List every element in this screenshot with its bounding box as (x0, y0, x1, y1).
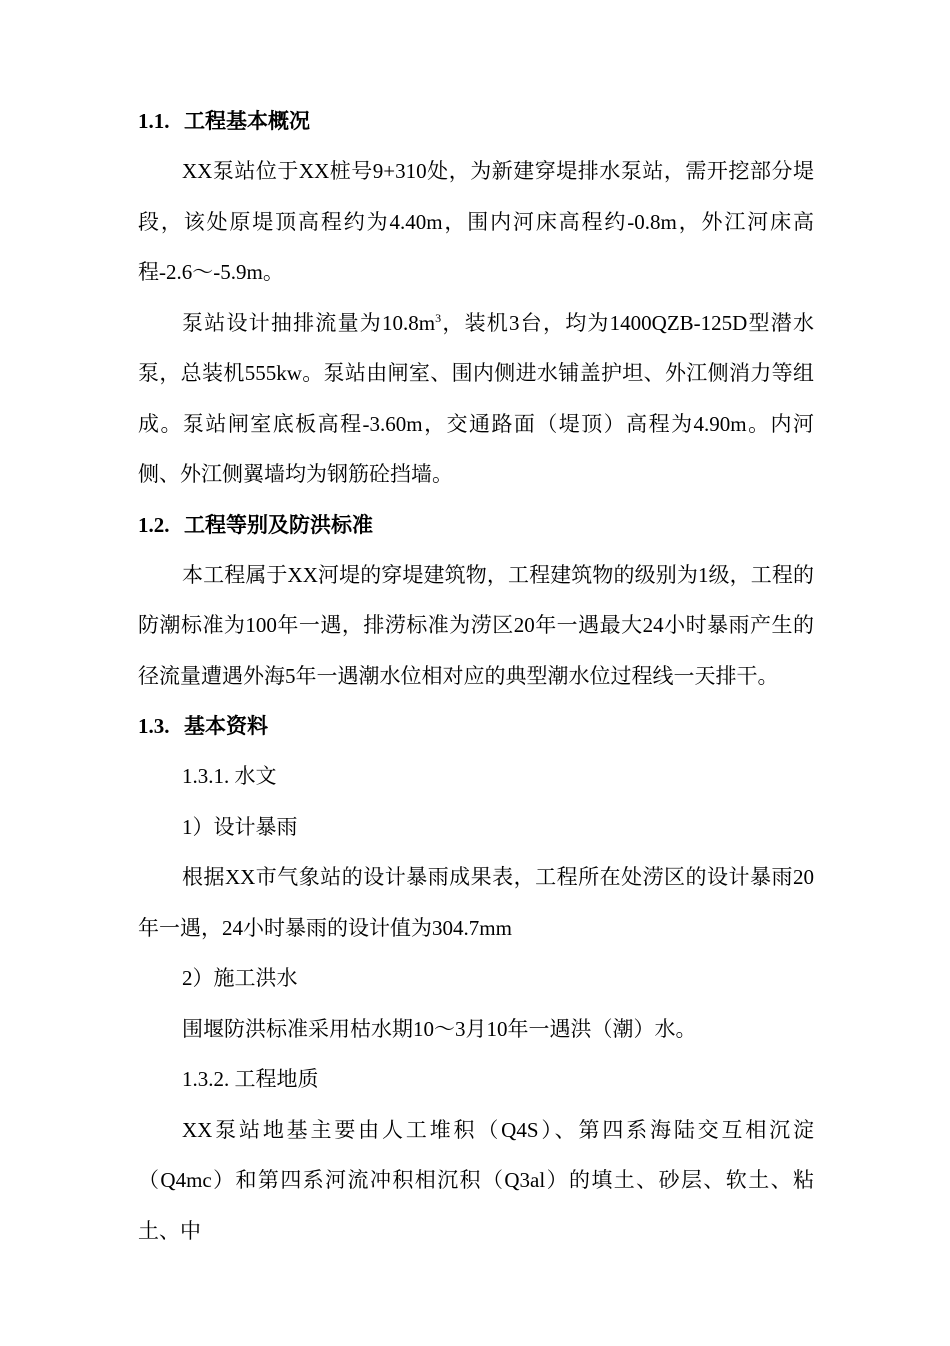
paragraph-cofferdam: 围堰防洪标准采用枯水期10～3月10年一遇洪（潮）水。 (182, 1016, 697, 1041)
text-flow-rate: 泵站设计抽排流量为10.8m (182, 310, 436, 335)
section-title: 基本资料 (184, 714, 268, 738)
paragraph-flood-standard: 本工程属于XX河堤的穿堤建筑物，工程建筑物的级别为1级，工程的防潮标准为100年一遇，排涝标准为涝区20年一遇最大24小时暴雨产生的径流量遭遇外海5年一遇潮水位相对应的典型潮水位过程线一天排干。 (138, 562, 814, 688)
section-number: 1.3. (138, 714, 170, 738)
document-page (138, 96, 814, 1256)
paragraph-pump-design (138, 298, 814, 500)
superscript-3: 3 (435, 310, 442, 325)
section-title: 工程基本概况 (184, 109, 310, 133)
section-heading-1-2 (138, 500, 814, 550)
section-heading-1-1 (138, 96, 814, 146)
paragraph-overview: XX泵站位于XX桩号9+310处，为新建穿堤排水泵站，需开挖部分堤段，该处原堤顶高程约为4.40m，围内河床高程约-0.8m，外江河床高程-2.6～-5.9m。 (138, 159, 814, 284)
paragraph-rainstorm: 根据XX市气象站的设计暴雨成果表，工程所在处涝区的设计暴雨20年一遇，24小时暴雨的设计值为304.7mm (138, 865, 814, 940)
subsection-geology: 1.3.2. 工程地质 (182, 1067, 319, 1091)
item-construction-flood: 2）施工洪水 (182, 966, 298, 990)
text-pump-details: ，装机3台，均为1400QZB-125D型潜水泵，总装机555kw。泵站由闸室、围内侧进水铺盖护坦、外江侧消力等组成。泵站闸室底板高程-3.60m，交通路面（堤顶）高程为4.90m。内河侧、外江侧翼墙均为钢筋砼挡墙。 (138, 310, 814, 486)
section-number: 1.1. (138, 109, 170, 133)
section-number: 1.2. (138, 512, 170, 537)
subsection-hydrology: 1.3.1. 水文 (182, 764, 277, 788)
paragraph-geology: XX泵站地基主要由人工堆积（Q4S）、第四系海陆交互相沉淀（Q4mc）和第四系河流冲积相沉积（Q3al）的填土、砂层、软土、粘土、中 (138, 1117, 814, 1243)
item-design-rainstorm: 1）设计暴雨 (182, 814, 298, 839)
section-title: 工程等别及防洪标准 (184, 512, 373, 537)
section-heading-1-3 (138, 701, 814, 751)
